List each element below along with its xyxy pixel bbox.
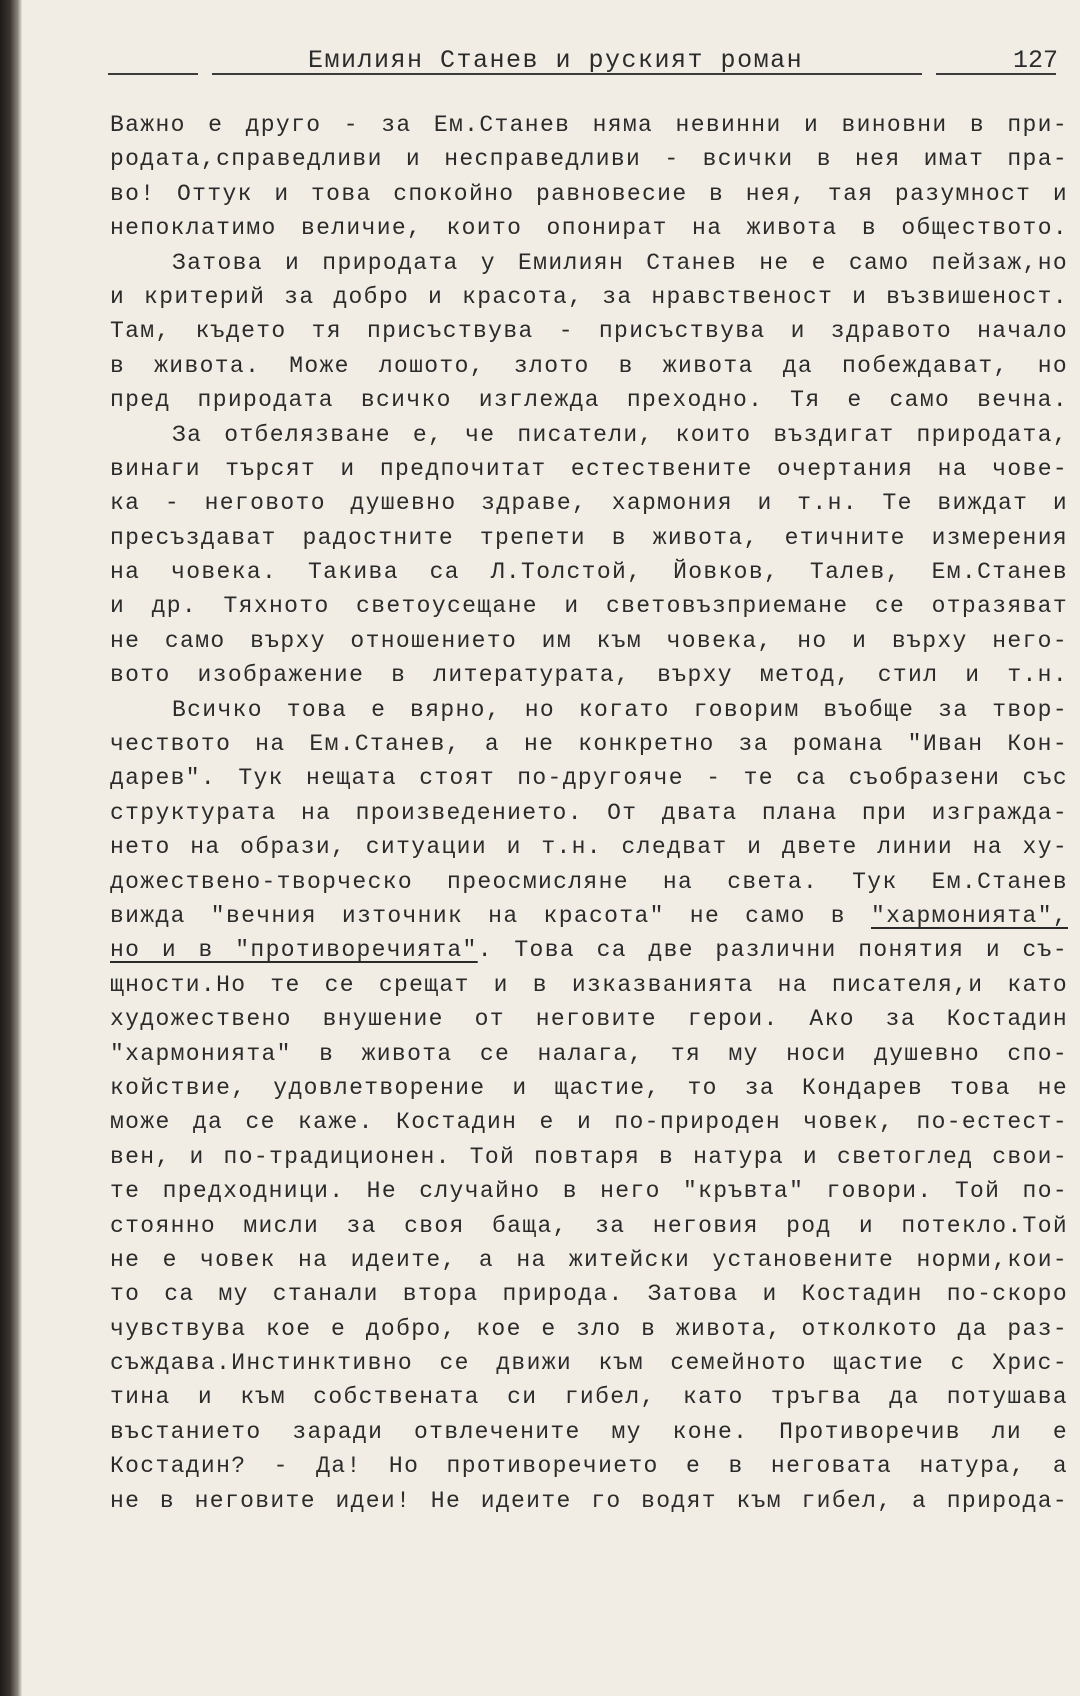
text-line: Костадин? - Да! Но противоречието е в неговата натура, а	[110, 1453, 1068, 1480]
running-head	[108, 44, 1058, 78]
text-line: и др. Тяхното светоусещане и световъзприемане се отразяват	[110, 593, 1068, 620]
text-line: пред природата всичко изглежда преходно. Тя е само вечна.	[110, 387, 1068, 414]
body-text	[110, 108, 1068, 1518]
running-title: Емилиян Станев и руският роман	[308, 46, 804, 75]
text-line: не само върху отношението им към човека, но и върху него-	[110, 627, 1068, 654]
text-line: щности.Но те се срещат и в изказванията на писателя,и като	[110, 971, 1068, 998]
text-line: Затова и природата у Емилиян Станев не е само пейзаж,но	[172, 249, 1068, 276]
text-line: Там, където тя присъствува - присъствува и здравото начало	[110, 318, 1068, 345]
underlined-phrase: "хармонията",	[871, 902, 1068, 929]
text-line: то са му станали втора природа. Затова и Костадин по-скоро	[110, 1281, 1068, 1308]
text-line: не е човек на идеите, а на житейски установените норми,кои-	[110, 1246, 1068, 1273]
text-line	[110, 899, 1068, 933]
text-line: и критерий за добро и красота, за нравственост и възвишеност.	[110, 283, 1068, 310]
text-line: койствие, удовлетворение и щастие, то за Кондарев това не	[110, 1074, 1068, 1101]
underlined-phrase: но и в "противоречията"	[110, 937, 478, 964]
text-line: художествено внушение от неговите герои. Ако за Костадин	[110, 1006, 1068, 1033]
text-line: вото изображение в литературата, върху метод, стил и т.н.	[110, 662, 1068, 689]
text-line: стоянно мисли за своя баща, за неговия род и потекло.Той	[110, 1212, 1068, 1239]
text-line: на човека. Такива са Л.Толстой, Йовков, Талев, Ем.Станев	[110, 559, 1068, 586]
text-line: родата,справедливи и несправедливи - всички в нея имат пра-	[110, 146, 1068, 173]
text-line: чеството на Ем.Станев, а не конкретно за романа "Иван Кон-	[110, 731, 1068, 758]
text-line: За отбелязване е, че писатели, които въздигат природата,	[172, 421, 1068, 448]
text-line: винаги търсят и предпочитат естествените очертания на чове-	[110, 455, 1068, 482]
text-line: съждава.Инстинктивно се движи към семейното щастие с Хрис-	[110, 1350, 1068, 1377]
text-line: дарев". Тук нещата стоят по-другояче - те са съобразени със	[110, 765, 1068, 792]
header-rule	[108, 73, 198, 75]
text-line: Важно е друго - за Ем.Станев няма невинни и виновни в при-	[110, 112, 1068, 138]
text-line: структурата на произведението. От двата плана при изгражда-	[110, 799, 1068, 826]
text-line: вен, и по-традиционен. Той повтаря в натура и светоглед свои-	[110, 1143, 1068, 1170]
text-segment: вижда "вечния източник на красота" не само в	[110, 902, 872, 929]
text-line: въстанието заради отвлечените му коне. Противоречив ли е	[110, 1418, 1068, 1445]
text-segment: . Това са две различни понятия и съ-	[477, 937, 1068, 964]
text-line: ка - неговото душевно здраве, хармония и т.н. Те виждат и	[110, 490, 1068, 517]
text-line	[110, 933, 1068, 967]
text-line: Всичко това е вярно, но когато говорим въобще за твор-	[172, 696, 1068, 723]
text-line: тина и към собствената си гибел, като тръгва да потушава	[110, 1384, 1068, 1411]
header-rule	[212, 73, 302, 75]
text-line: пресъздават радостните трепети в живота, етичните измерения	[110, 524, 1068, 551]
text-line: те предходници. Не случайно в него "кръвта" говори. Той по-	[110, 1178, 1068, 1205]
text-line: в живота. Може лошото, злото в живота да побеждават, но	[110, 352, 1068, 379]
text-line: "хармонията" в живота се налага, тя му носи душевно спо-	[110, 1040, 1068, 1067]
text-line: чувствува кое е добро, кое е зло в живота, отколкото да раз-	[110, 1315, 1068, 1342]
text-line: може да се каже. Костадин е и по-природен човек, по-естест-	[110, 1109, 1068, 1136]
text-line: нето на образи, ситуации и т.н. следват и двете линии на ху-	[110, 834, 1068, 861]
page-number: 127	[1012, 46, 1058, 75]
text-line: во! Оттук и това спокойно равновесие в нея, тая разумност и	[110, 180, 1068, 207]
text-line: не в неговите идеи! Не идеите го водят към гибел, а природа-	[110, 1487, 1068, 1514]
book-binding-edge	[0, 0, 22, 1696]
text-line: непоклатимо величие, които опонират на живота в обществото.	[110, 215, 1068, 242]
text-line: дожествено-творческо преосмисляне на света. Тук Ем.Станев	[110, 868, 1068, 895]
